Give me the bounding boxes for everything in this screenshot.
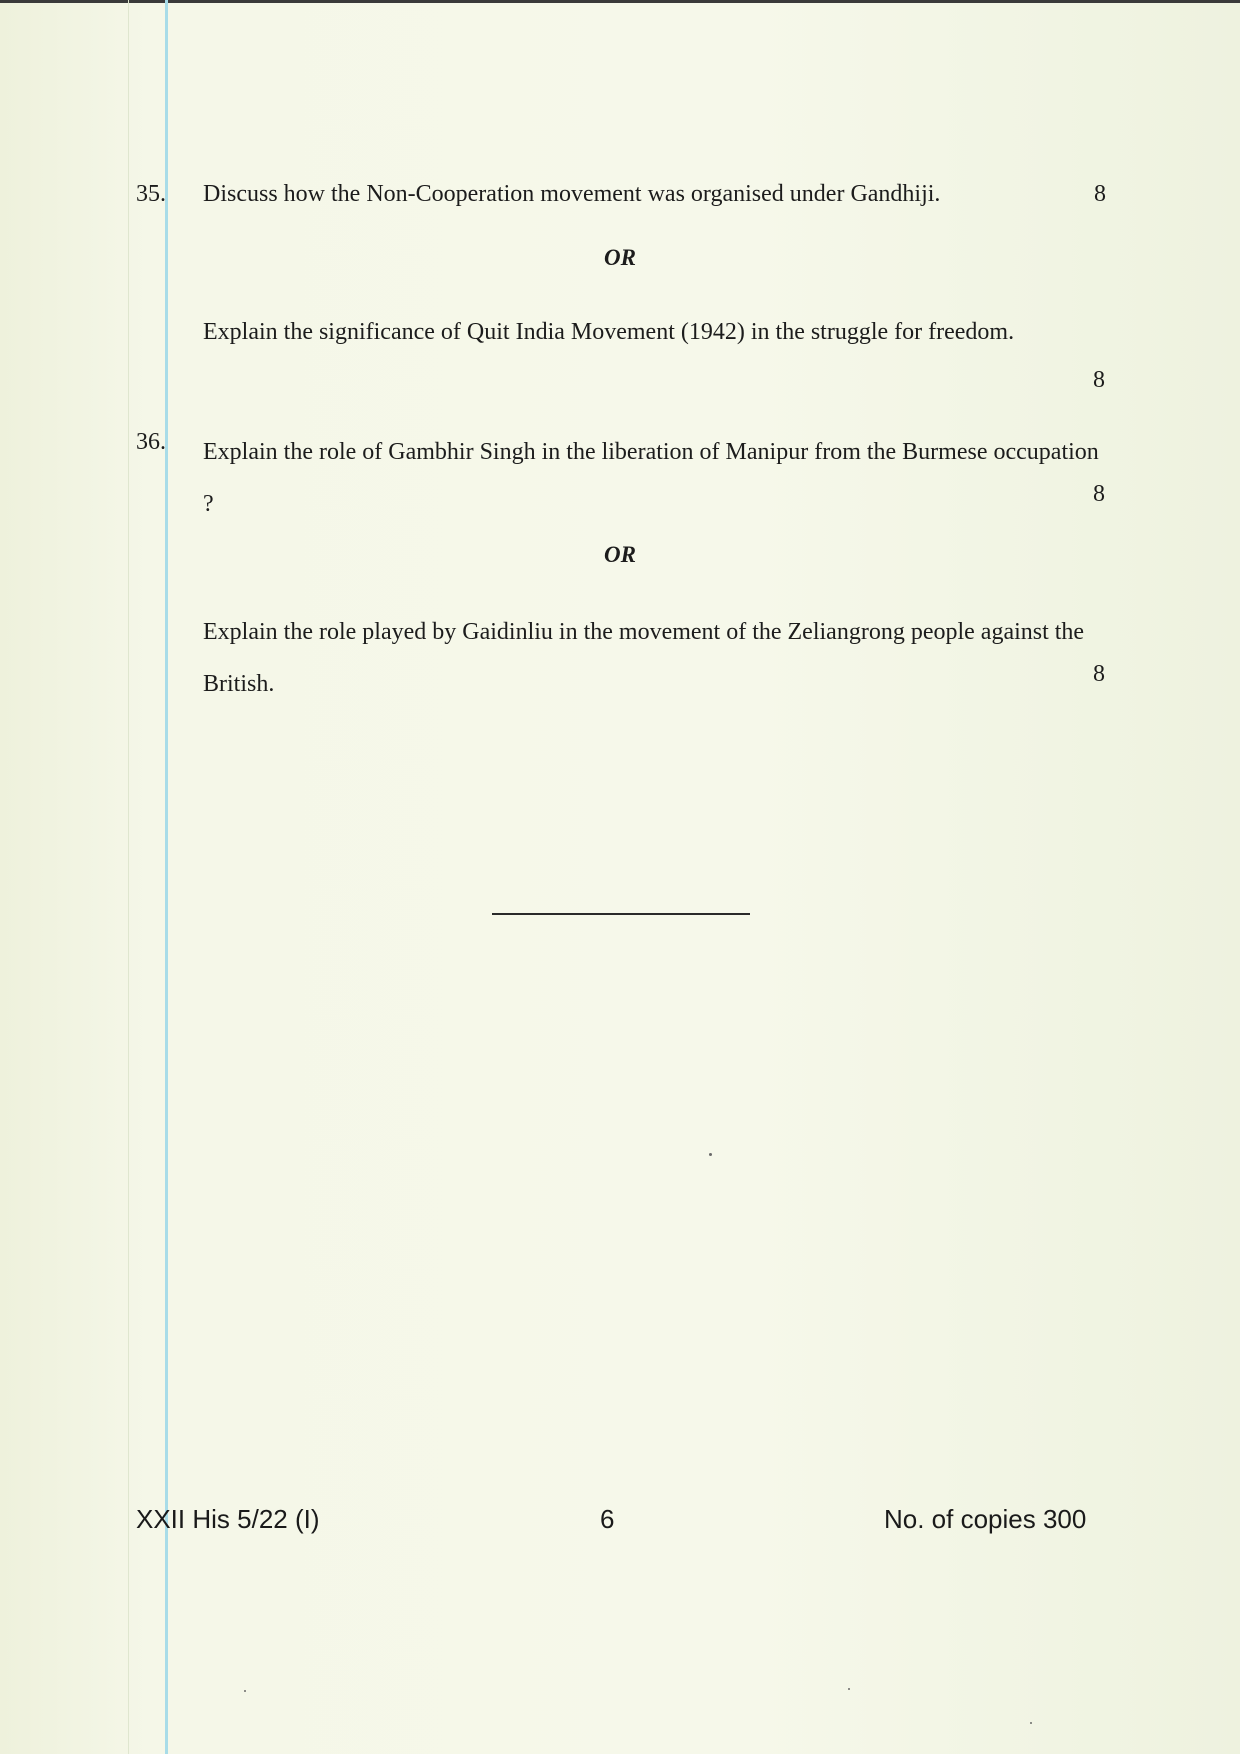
- question-35-alt-marks: 8: [1093, 367, 1105, 393]
- question-35-or: OR: [604, 245, 636, 270]
- top-edge: [0, 0, 1240, 3]
- footer-page-number: 6: [600, 1504, 615, 1534]
- footer-copies: No. of copies 300: [884, 1504, 1087, 1534]
- scan-speck: [848, 1688, 850, 1690]
- question-36-marks: 8: [1093, 481, 1105, 507]
- question-36-or: OR: [604, 542, 636, 567]
- scan-speck: [709, 1153, 712, 1156]
- end-of-paper-rule: [492, 913, 750, 915]
- question-36-alt-marks: 8: [1093, 661, 1105, 687]
- question-35-number: 35.: [136, 181, 166, 207]
- question-35-text: Discuss how the Non-Cooperation movement was organised under Gandhiji.: [203, 181, 941, 207]
- question-35-marks: 8: [1094, 181, 1106, 207]
- scan-speck: [244, 1690, 246, 1692]
- question-35-alt-text: Explain the significance of Quit India Movement (1942) in the struggle for freedom.: [203, 319, 1015, 345]
- question-36-text: Explain the role of Gambhir Singh in the liberation of Manipur from the Burmese occupation ?: [203, 439, 1099, 517]
- scan-speck: [1030, 1722, 1032, 1724]
- footer-paper-code: XXII His 5/22 (I): [136, 1504, 320, 1534]
- question-36-number: 36.: [136, 429, 166, 455]
- question-36-alt-text: Explain the role played by Gaidinliu in the movement of the Zeliangrong people against the British.: [203, 619, 1085, 697]
